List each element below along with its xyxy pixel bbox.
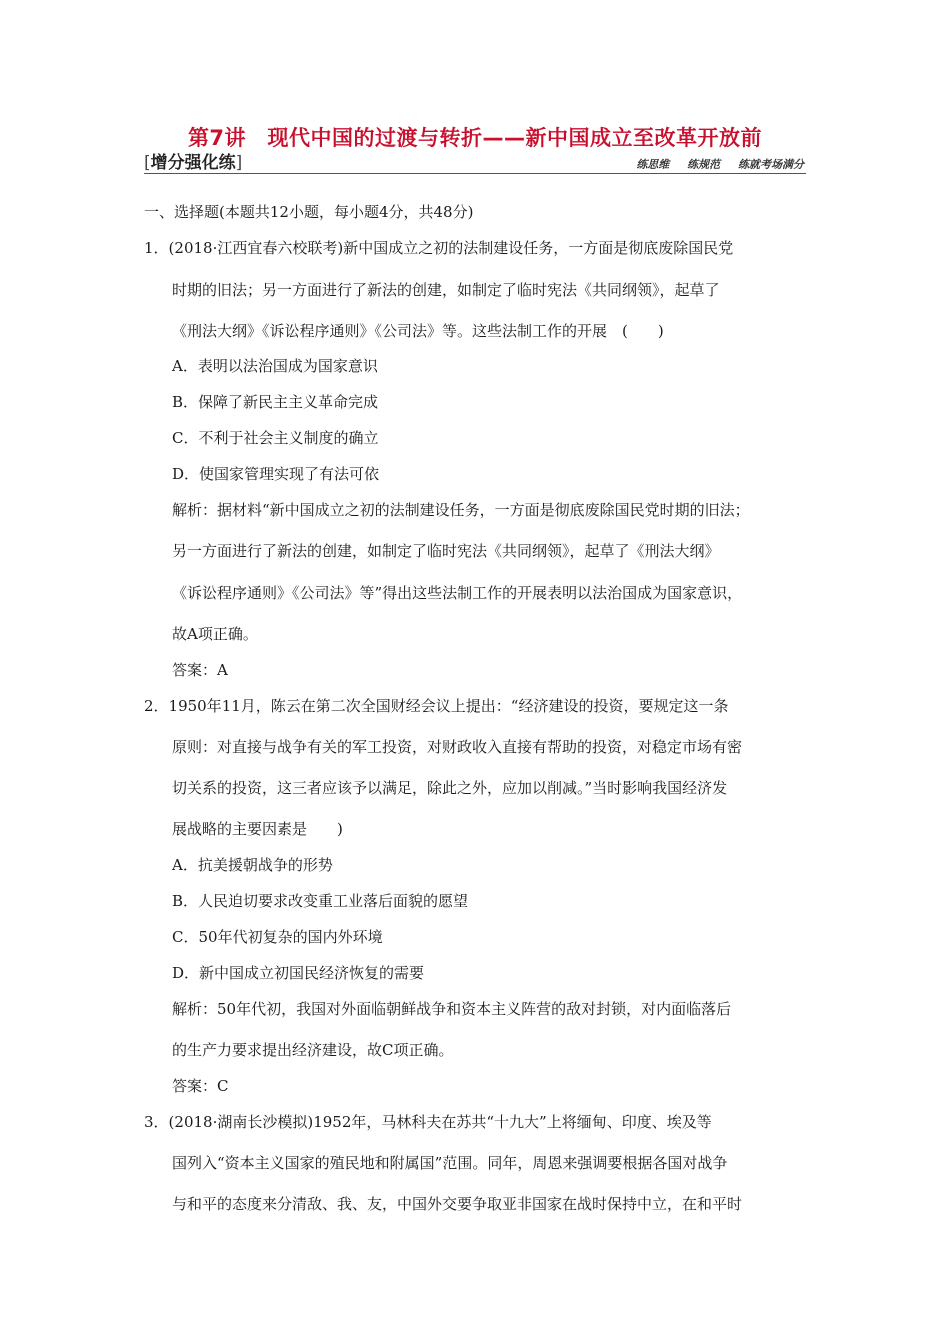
q1-option-c: C．不利于社会主义制度的确立 — [172, 429, 379, 447]
q2-option-a: A．抗美援朝战争的形势 — [172, 856, 333, 874]
slogan-1: 练思维 — [636, 158, 670, 171]
slogan-group — [622, 156, 804, 172]
header-bar — [144, 148, 806, 174]
slogan-3: 练就考场满分 — [738, 158, 804, 171]
q1-stem-line-2: 时期的旧法；另一方面进行了新法的创建，如制定了临时宪法《共同纲领》，起草了 — [172, 281, 720, 299]
section-heading: 一、选择题(本题共12小题，每小题4分，共48分) — [144, 203, 474, 221]
q2-stem-line-4: 展战略的主要因素是 ) — [172, 820, 343, 838]
q3-stem-line-2: 国列入“资本主义国家的殖民地和附属国”范围。同年，周恩来强调要根据各国对战争 — [172, 1154, 728, 1172]
q1-stem-line-3: 《刑法大纲》《诉讼程序通则》《公司法》等。这些法制工作的开展 ( ) — [172, 322, 664, 340]
q1-option-d: D．使国家管理实现了有法可依 — [172, 465, 380, 483]
q2-option-c: C．50年代初复杂的国内外环境 — [172, 928, 383, 946]
q2-option-b: B．人民迫切要求改变重工业落后面貌的愿望 — [172, 892, 469, 910]
q2-stem-line-1: 2．1950年11月，陈云在第二次全国财经会议上提出：“经济建设的投资，要规定这一条 — [144, 697, 729, 715]
page-title: 第7讲 现代中国的过渡与转折——新中国成立至改革开放前 — [187, 126, 763, 150]
q1-analysis-line-2: 另一方面进行了新法的创建，如制定了临时宪法《共同纲领》，起草了《刑法大纲》 — [172, 542, 720, 560]
q2-analysis-line-2: 的生产力要求提出经济建设，故C项正确。 — [172, 1041, 454, 1059]
q1-option-a: A．表明以法治国成为国家意识 — [172, 357, 378, 375]
header-rule — [144, 173, 806, 174]
q2-option-d: D．新中国成立初国民经济恢复的需要 — [172, 964, 425, 982]
slogan-2: 练规范 — [687, 158, 721, 171]
q1-analysis-line-4: 故A项正确。 — [172, 625, 258, 643]
q1-analysis-line-3: 《诉讼程序通则》《公司法》等”得出这些法制工作的开展表明以法治国成为国家意识， — [172, 584, 743, 602]
q1-analysis-line-1: 解析：据材料“新中国成立之初的法制建设任务，一方面是彻底废除国民党时期的旧法； — [172, 501, 750, 519]
q1-stem-line-1: 1．(2018·江西宜春六校联考)新中国成立之初的法制建设任务，一方面是彻底废除国民党 — [144, 239, 734, 257]
q2-stem-line-3: 切关系的投资，这三者应该予以满足，除此之外，应加以削减。”当时影响我国经济发 — [172, 779, 728, 797]
q2-analysis-line-1: 解析：50年代初，我国对外面临朝鲜战争和资本主义阵营的敌对封锁，对内面临落后 — [172, 1000, 732, 1018]
q2-stem-line-2: 原则：对直接与战争有关的军工投资，对财政收入直接有帮助的投资，对稳定市场有密 — [172, 738, 743, 756]
section-badge: [增分强化练] — [144, 153, 243, 173]
badge-label: 增分强化练 — [150, 153, 236, 173]
q1-option-b: B．保障了新民主主义革命完成 — [172, 393, 379, 411]
q3-stem-line-1: 3．(2018·湖南长沙模拟)1952年，马林科夫在苏共“十九大”上将缅甸、印度、埃及等 — [144, 1113, 712, 1131]
q3-stem-line-3: 与和平的态度来分清敌、我、友，中国外交要争取亚非国家在战时保持中立，在和平时 — [172, 1195, 743, 1213]
q2-answer: 答案：C — [172, 1077, 229, 1095]
q1-answer: 答案：A — [172, 661, 228, 679]
